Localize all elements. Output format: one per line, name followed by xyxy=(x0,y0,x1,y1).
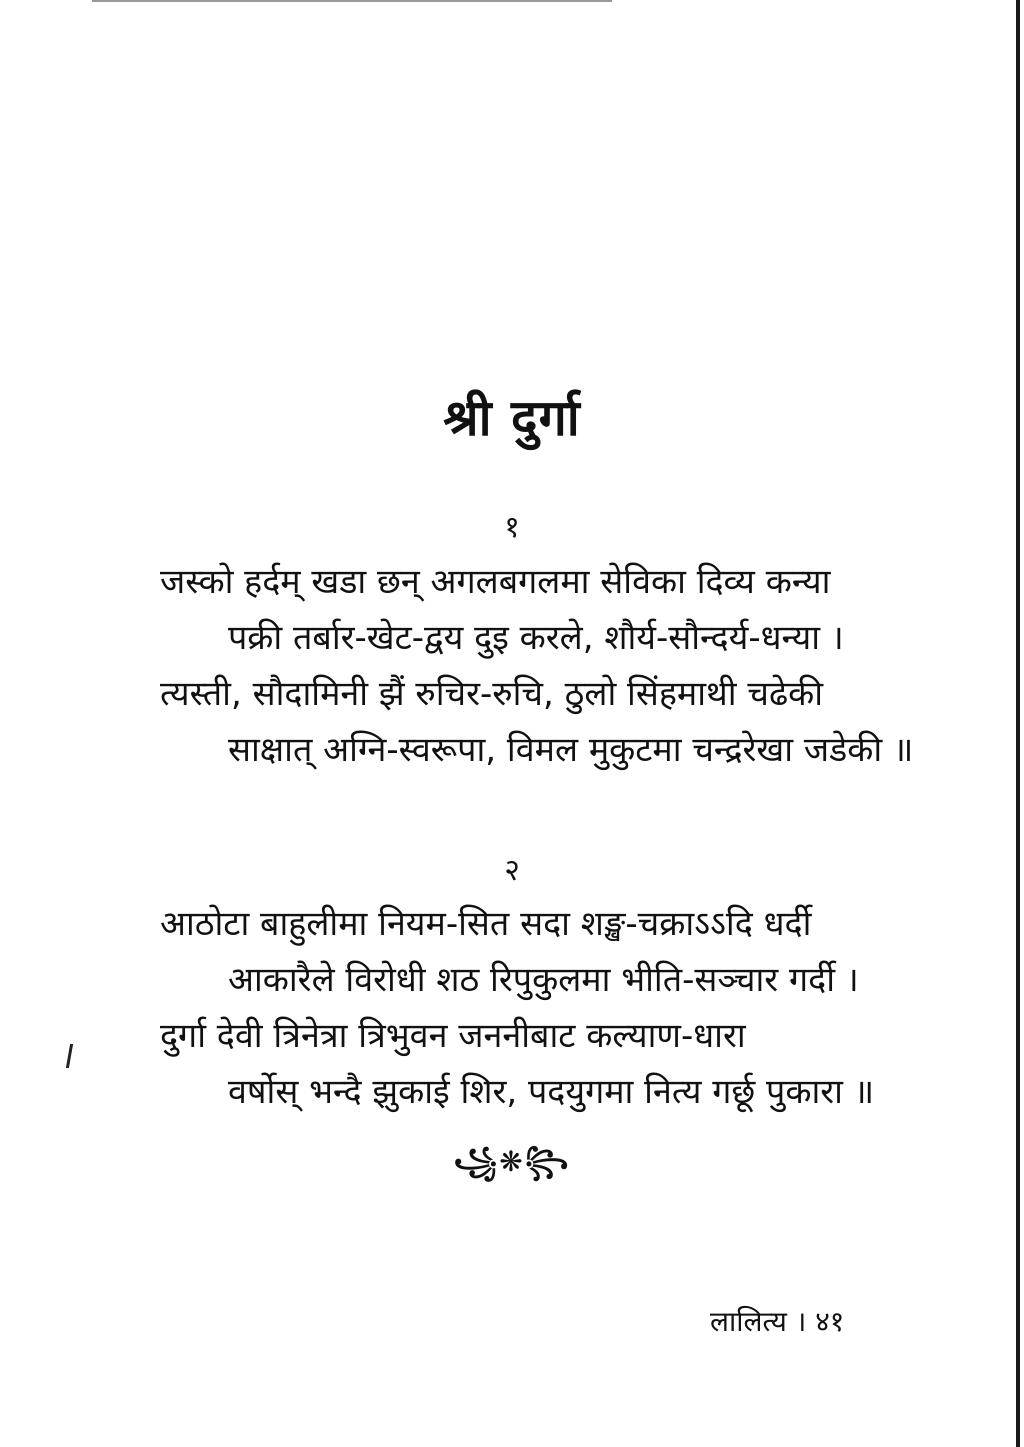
verse-2-line-2: आकारैले विरोधी शठ रिपुकुलमा भीति-सञ्चार गर्दी । xyxy=(228,960,859,1000)
ornament-divider: ꧁❋꧂ xyxy=(453,1145,571,1178)
page-footer: लालित्य । ४१ xyxy=(710,1305,845,1338)
verse-1-line-1: जस्को हर्दम् खडा छन् अगलबगलमा सेविका दिव्य कन्या xyxy=(160,562,831,602)
top-rule xyxy=(92,0,612,2)
margin-mark xyxy=(66,1044,73,1068)
page-edge xyxy=(946,0,1024,1447)
verse-number-1: १ xyxy=(504,510,520,545)
verse-2-line-1: आठोटा बाहुलीमा नियम-सित सदा शङ्ख-चक्राऽऽदि धर्दी xyxy=(160,904,812,944)
verse-1-line-2: पक्री तर्बार-खेट-द्वय दुइ करले, शौर्य-सौन्दर्य-धन्या । xyxy=(228,618,844,658)
verse-2-line-4: वर्षोस् भन्दै झुकाई शिर, पदयुगमा नित्य गर्छू पुकारा ॥ xyxy=(228,1072,875,1112)
verse-1-line-3: त्यस्ती, सौदामिनी झैं रुचिर-रुचि, ठुलो सिंहमाथी चढेकी xyxy=(160,674,824,714)
verse-2-line-3: दुर्गा देवी त्रिनेत्रा त्रिभुवन जननीबाट कल्याण-धारा xyxy=(160,1016,746,1056)
verse-number-2: २ xyxy=(504,853,520,888)
verse-1-line-4: साक्षात् अग्नि-स्वरूपा, विमल मुकुटमा चन्द्ररेखा जडेकी ॥ xyxy=(228,730,914,770)
page-title: श्री दुर्गा xyxy=(443,389,581,447)
